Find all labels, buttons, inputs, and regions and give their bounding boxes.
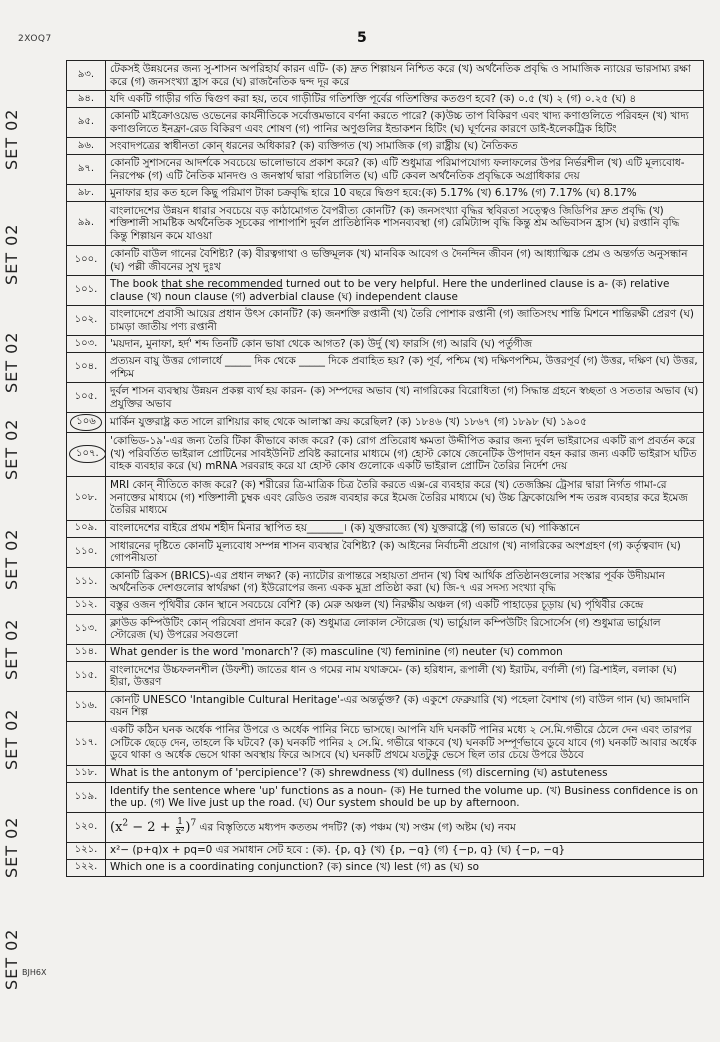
set-label: SET 02 [2, 928, 21, 990]
question-number: ১২০. [67, 812, 106, 842]
question-text: কোনটি ব্রিকস (BRICS)-এর প্রধান লক্ষ্য? (ক) ন্যাটোর রূপান্তরে সহায়তা প্রদান (খ) বিশ্ব আর্থিক প্রতিষ্ঠানগুলোর সংস্কার পূর্বক উদীয়মান অর্থনৈতিক দেশগুলোর স্বার্থরক্ষা (গ) ইউরোপের জন্য একক মুদ্রা প্রতিষ্ঠা করা (ঘ) জি-৭ এর সদস্য সংখ্যা বৃদ্ধি [106, 567, 704, 597]
question-text: MRI কোন্ নীতিতে কাজ করে? (ক) শরীরের ত্রি-মাত্রিক চিত্র তৈরি করতে এক্স-রে ব্যবহার করে (খ) তেজস্ক্রিয় ট্রেসার দ্বারা নির্গত গামা-রে সনাক্তের মাধ্যমে (গ) শক্তিশালী চুম্বক এবং রেডিও তরঙ্গ ব্যবহার করে ইমেজ তৈরির মাধ্যমে (ঘ) উচ্চ ফ্রিকোয়েন্সি শব্দ তরঙ্গ ব্যবহার করে ইমেজ তৈরির মাধ্যমে [106, 476, 704, 520]
set-label: SET 02 [2, 418, 21, 480]
question-text: ক্লাউড কম্পিউটিং কোন্ পরিষেবা প্রদান করে? (ক) শুধুমাত্র লোকাল স্টোরেজ (খ) ভার্চুয়াল কম্পিউটিং রিসোর্সেস (গ) শুধুমাত্র ভার্চুয়াল স্টোরেজ (ঘ) উপরের সবগুলো [106, 614, 704, 644]
question-text: প্রত্যয়ন বায়ু উত্তর গোলার্ধে _____ দিক থেকে _____ দিকে প্রবাহিত হয়? (ক) পূর্ব, পশ্চিম (খ) দক্ষিণপশ্চিম, উত্তরপূর্ব (গ) উত্তর, দক্ষিণ (ঘ) উত্তর, পশ্চিম [106, 353, 704, 383]
question-number: ৯৩. [67, 61, 106, 91]
page-number: 5 [357, 30, 367, 46]
question-number: ৯৭. [67, 155, 106, 185]
underlined-clause: that she recommended [161, 277, 283, 290]
question-row [67, 661, 704, 691]
question-text: বাংলাদেশের উচ্চফলনশীল (উফশী) জাতের ধান ও গমের নাম যথাক্রমে- (ক) হরিধান, রূপালী (খ) ইরাটম, বর্ণালী (গ) ব্রি-শাইল, বলাকা (ঘ) হীরা, উত্তরণ [106, 661, 704, 691]
handwritten-circle-mark: ১০৭. [69, 445, 106, 464]
set-label: SET 02 [2, 618, 21, 680]
question-text: মুনাফার হার কত হলে কিছু পরিমাণ টাকা চক্রবৃদ্ধি হারে 10 বছরে দ্বিগুণ হবে:(ক) 5.17% (খ) 6.17% (গ) 7.17% (ঘ) 8.17% [106, 185, 704, 202]
question-row [67, 520, 704, 537]
set-label: SET 02 [2, 108, 21, 170]
question-row [67, 721, 704, 765]
question-text: কোনটি সুশাসনের আদর্শকে সবচেয়ে ভালোভাবে প্রকাশ করে? (ক) এটি শুধুমাত্র পরিমাপযোগ্য ফলাফলের উপর নির্ভরশীল (খ) এটি মূল্যবোধ-নিরপেক্ষ (গ) এটি নৈতিক মানদণ্ড ও জনস্বার্থ দ্বারা পরিচালিত (ঘ) এটি কেবল অর্থনৈতিক প্রবৃদ্ধিকে অগ্রাধিকার দেয় [106, 155, 704, 185]
question-number: ১১২. [67, 597, 106, 614]
question-text: যদি একটি গাড়ীর গতি দ্বিগুণ করা হয়, তবে গাড়ীটির গতিশক্তি পূর্বের গতিশক্তির কতগুণ হবে? (ক) ০.৫ (খ) ২ (গ) ০.২৫ (ঘ) ৪ [106, 91, 704, 108]
question-text [106, 812, 704, 842]
question-row [67, 413, 704, 433]
question-text: সংবাদপত্রের স্বাধীনতা কোন্ ধরনের অধিকার? (ক) ব্যক্তিগত (খ) সামাজিক (গ) রাষ্ট্রীয় (ঘ) নৈতিকত [106, 138, 704, 155]
question-text-post: turned out to be very helpful. Here the underlined clause is a- (ক) relative clause (খ) noun clause (গ) adverbial clause (ঘ) independent clause [110, 277, 670, 303]
question-number: ১১৭. [67, 721, 106, 765]
question-number: ১০৫. [67, 383, 106, 413]
question-number: ১২১. [67, 842, 106, 859]
set-label: SET 02 [2, 223, 21, 285]
question-number: ১১৬. [67, 691, 106, 721]
question-text: 'ময়দান, মুনাফা, হর্দ' শব্দ তিনটি কোন ভাষা থেকে আগত? (ক) উর্দু (খ) ফারসি (গ) আরবি (ঘ) পর্তুগীজ [106, 336, 704, 353]
question-text [106, 276, 704, 306]
question-number: ১০১. [67, 276, 106, 306]
question-number: ১০২. [67, 306, 106, 336]
question-text: What is the antonym of 'percipience'? (ক) shrewdness (খ) dullness (গ) discerning (ঘ) astuteness [106, 765, 704, 782]
set-label: SET 02 [2, 528, 21, 590]
question-number: ১০৮. [67, 476, 106, 520]
question-number: ১২২. [67, 859, 106, 876]
question-row [67, 644, 704, 661]
question-text: কোনটি বাউল গানের বৈশিষ্ট্য? (ক) বীরত্বগাথা ও ভক্তিমূলক (খ) মানবিক আবেগ ও দৈনন্দিন জীবন (গ) আধ্যাত্মিক প্রেম ও অন্তর্গত অনুসন্ধান (ঘ) পল্লী জীবনের সুখ দুঃখ [106, 246, 704, 276]
question-number: ১১৪. [67, 644, 106, 661]
exponent: 7 [190, 818, 197, 829]
question-row [67, 108, 704, 138]
question-number: ৯৮. [67, 185, 106, 202]
question-row [67, 476, 704, 520]
question-text: দুর্বল শাসন ব্যবস্থায় উন্নয়ন প্রকল্প ব্যর্থ হয় কারন- (ক) সম্পদের অভাব (খ) নাগরিকের বিরোধিতা (গ) সিদ্ধান্ত গ্রহনে স্বচ্ছতা ও সততার অভাব (ঘ) প্রযুক্তির অভাব [106, 383, 704, 413]
question-text-pre: The book [110, 277, 162, 290]
set-label: SET 02 [2, 331, 21, 393]
question-text: একটি কঠিন ঘনক অর্ধেক পানির উপরে ও অর্ধেক পানির নিচে ভাসছে। আপনি যদি ঘনকটি পানির মধ্যে ২ সে.মি.গভীরে ঠেলে দেন এবং তারপর সেটিকে ছেড়ে দেন, তাহলে কি ঘটবে? (ক) ঘনকটি পানির ২ সে.মি. গভীরে থাকবে (খ) ঘনকটি সম্পূর্ণভাবে ডুবে যাবে (গ) ঘনকটি আবার অর্ধেক ডুবে থাকা ও অর্ধেক ভেসে থাকা অবস্থায় ফিরে আসবে (ঘ) ঘনকটি প্রথমে যতটুকু ভেসে ছিল তার চেয়ে উপরে উঠবে [106, 721, 704, 765]
question-number: ১১০. [67, 537, 106, 567]
question-number: ১১৫. [67, 661, 106, 691]
fraction-numerator: 1 [177, 816, 183, 827]
question-row [67, 812, 704, 842]
question-row [67, 614, 704, 644]
question-text: বাংলাদেশে প্রবাসী আয়ের প্রধান উৎস কোনটি? (ক) জনশক্তি রপ্তানী (খ) তৈরি পোশাক রপ্তানী (গ) জাতিসংঘ শান্তি মিশনে শান্তিরক্ষী প্রেরণ (ঘ) চামড়া জাতীয় পণ্য রপ্তানী [106, 306, 704, 336]
question-number: ৯৪. [67, 91, 106, 108]
question-number [67, 432, 106, 476]
question-text: x²− (p+q)x + pq=0 এর সমাধান সেট হবে : (ক). {p, q} (খ) {p, −q} (গ) {−p, q} (ঘ) {−p, −q} [106, 842, 704, 859]
question-text: Identify the sentence where 'up' functions as a noun- (ক) He turned the volume up. (খ) Business confidence is on the up. (গ) We live just up the road. (ঘ) Our system should be up by afternoon. [106, 782, 704, 812]
question-row [67, 276, 704, 306]
question-text: What gender is the word 'monarch'? (ক) masculine (খ) feminine (গ) neuter (ঘ) common [106, 644, 704, 661]
question-row [67, 353, 704, 383]
question-row [67, 691, 704, 721]
question-number: ১১৯. [67, 782, 106, 812]
document-code: 2XOQ7 [18, 34, 52, 44]
handwritten-circle-mark: ১০৬ [70, 414, 102, 431]
question-row [67, 155, 704, 185]
fraction [176, 818, 185, 837]
question-row [67, 61, 704, 91]
question-row [67, 91, 704, 108]
question-number: ৯৫. [67, 108, 106, 138]
question-number: ৯৬. [67, 138, 106, 155]
question-number: ৯৯. [67, 202, 106, 246]
question-row [67, 185, 704, 202]
question-row [67, 306, 704, 336]
expr-part: ) [185, 819, 191, 835]
question-row [67, 383, 704, 413]
fraction-denominator: x² [175, 826, 185, 837]
question-number [67, 413, 106, 433]
question-number: ১১১. [67, 567, 106, 597]
question-text: কোনটি মাইক্রোওয়েভ ওভেনের কার্যনীতিকে সর্বোত্তমভাবে বর্ণনা করতে পারে? (ক)উচ্চ তাপ বিকিরণ এবং খাদ্য কণাগুলিতে পরিবহন (খ) খাদ্য কণাগুলিতে ইনফ্রা-রেড বিকিরণ এবং শোষণ (গ) পানির অণুগুলির ইন্ডাকশন হিটিং (ঘ) ঘূর্ণনের কারণে ডাই-ইলেকট্রিক হিটিং [106, 108, 704, 138]
question-row [67, 859, 704, 876]
question-row [67, 138, 704, 155]
question-text: টেকসই উন্নয়নের জন্য সু-শাসন অপরিহার্য কারন এটি- (ক) দ্রুত শিল্পায়ন নিশ্চিত করে (খ) অর্থনৈতিক প্রবৃদ্ধি ও সামাজিক ন্যায়ের ভারসাম্য রক্ষা করে (গ) জনসংখ্যা হ্রাস করে (ঘ) রাজনৈতিক দ্বন্দ দূর করে [106, 61, 704, 91]
question-row [67, 567, 704, 597]
question-row [67, 336, 704, 353]
question-row [67, 765, 704, 782]
question-row [67, 597, 704, 614]
set-label: SET 02 [2, 708, 21, 770]
question-number: ১০৪. [67, 353, 106, 383]
question-row [67, 202, 704, 246]
question-text: Which one is a coordinating conjunction? (ক) since (খ) lest (গ) as (ঘ) so [106, 859, 704, 876]
question-text: মার্কিন যুক্তরাষ্ট্র কত সালে রাশিয়ার কাছ থেকে আলাস্কা ক্রয় করেছিল? (ক) ১৮৪৬ (খ) ১৮৬৭ (গ) ১৮৯৮ (ঘ) ১৯০৫ [106, 413, 704, 433]
question-text-post: এর বিস্তৃতিতে মধ্যপদ কততম পদটি? (ক) পঞ্চম (খ) সপ্তম (গ) অষ্টম (ঘ) নবম [196, 821, 516, 834]
expr-part: − 2 + [128, 819, 175, 835]
set-label: SET 02 [2, 816, 21, 878]
question-text: বাংলাদেশের বাইরে প্রথম শহীদ মিনার স্থাপিত হয়_______। (ক) যুক্তরাজ্যে (খ) যুক্তরাষ্ট্রে (গ) ভারতে (ঘ) পাকিস্তানে [106, 520, 704, 537]
question-text: সাধারনের দৃষ্টিতে কোনটি মূল্যবোধ সম্পন্ন শাসন ব্যবস্থার বৈশিষ্ট্য? (ক) আইনের নির্বাচনী প্রয়োগ (খ) নাগরিকের অংশগ্রহণ (গ) কর্তৃত্ববাদ (ঘ) গোপনীয়তা [106, 537, 704, 567]
question-number: ১০৯. [67, 520, 106, 537]
question-row [67, 842, 704, 859]
question-text: বস্তুর ওজন পৃথিবীর কোন স্থানে সবচেয়ে বেশি? (ক) মেরু অঞ্চল (খ) নিরক্ষীয় অঞ্চল (গ) একটি পাহাড়ের চূড়ায় (ঘ) পৃথিবীর কেন্দ্রে [106, 597, 704, 614]
question-text: 'কোভিড-১৯'-এর জন্য তৈরি টিকা কীভাবে কাজ করে? (ক) রোগ প্রতিরোধ ক্ষমতা উদ্দীপিত করার জন্য দুর্বল ভাইরাসের একটি রূপ প্রবর্তন করে (খ) পরিবর্তিত ভাইরাল প্রোটিনের সাবইউনিট প্রবিষ্ট করানোর মাধ্যমে (গ) হোস্ট কোষে জেনেটিক উপাদান বহন করার জন্য একটি ভাইরাস ঘটিত বাহক ব্যবহার করে (ঘ) mRNA সরবরাহ করে যা হোস্ট কোষ গুলোকে একটি ভাইরাল প্রোটিন তৈরির নির্দেশ দেয় [106, 432, 704, 476]
expr-part: (x [110, 819, 123, 835]
question-row [67, 246, 704, 276]
question-number: ১০৩. [67, 336, 106, 353]
question-row [67, 537, 704, 567]
question-table [66, 60, 704, 877]
question-number: ১১৩. [67, 614, 106, 644]
footer-code: BJH6X [22, 968, 47, 977]
question-text: বাংলাদেশের উন্নয়ন ধারার সবচেয়ে বড় কাঠামোগত বৈপরীত্য কোনটি? (ক) জনসংখ্যা বৃদ্ধির স্থবিরতা সত্ত্বেও জিডিপির দ্রুত প্রবৃদ্ধি (খ) শক্তিশালী সামষ্টিক অর্থনৈতিক সূচকের পাশাপাশি দুর্বল প্রাতিষ্ঠানিক শাসনব্যবস্থা (গ) রেমিট্যান্স বৃদ্ধি কিন্তু শ্রম অভিবাসন হ্রাস (ঘ) রপ্তানি বৃদ্ধি কিন্তু শিল্পায়ন কমে যাওয়া [106, 202, 704, 246]
question-number: ১১৮. [67, 765, 106, 782]
question-row [67, 432, 704, 476]
question-text: কোনটি UNESCO 'Intangible Cultural Heritage'-এর অন্তর্ভুক্ত? (ক) একুশে ফেব্রুয়ারি (খ) পহেলা বৈশাখ (গ) বাউল গান (ঘ) জামদানি বয়ন শিল্প [106, 691, 704, 721]
question-number: ১০০. [67, 246, 106, 276]
binomial-expression: ($x^2 - 2$ + $\frac{1}{\text{x²}}$ )$^7$ [110, 816, 197, 837]
question-row [67, 782, 704, 812]
